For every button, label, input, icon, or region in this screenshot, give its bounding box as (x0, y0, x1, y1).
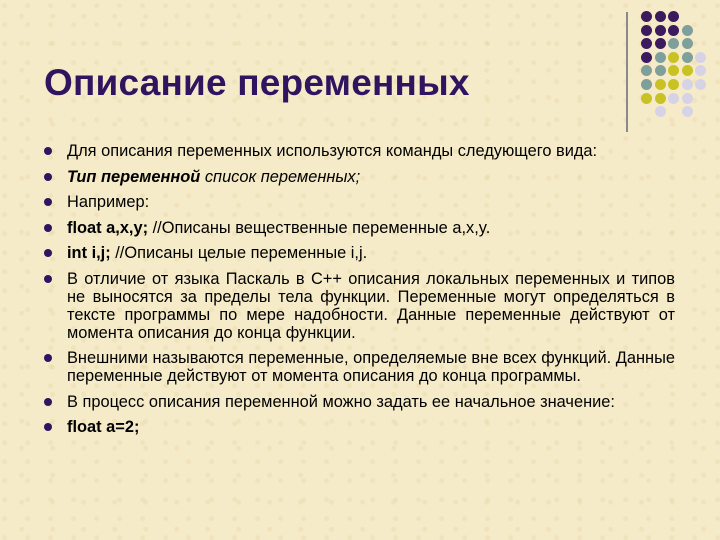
list-item (44, 349, 675, 385)
decorative-dot (668, 79, 679, 90)
decorative-dot (682, 38, 693, 49)
item-text: //Описаны целые переменные i,j. (110, 244, 368, 262)
decorative-dot (655, 65, 666, 76)
decorative-dot (668, 65, 679, 76)
decorative-dot (668, 52, 679, 63)
decorative-dot (695, 65, 706, 76)
decorative-dot (682, 52, 693, 63)
decorative-dot (668, 25, 679, 36)
item-text: //Описаны вещественные переменные a,x,y. (148, 218, 491, 237)
list-item (44, 142, 675, 160)
item-text: В процесс описания переменной можно задать ее начальное значение: (67, 392, 615, 411)
list-item (44, 219, 675, 237)
decorative-dot (668, 11, 679, 22)
decorative-dot (641, 93, 652, 104)
decorative-dot (682, 25, 693, 36)
decorative-dot (655, 38, 666, 49)
bullet-icon (44, 224, 52, 232)
decorative-dot (655, 52, 666, 63)
decorative-dot (682, 106, 693, 117)
decorative-dot (655, 11, 666, 22)
list-item (44, 168, 675, 186)
decorative-dot (641, 11, 652, 22)
list-item (44, 244, 675, 262)
decorative-dot (641, 79, 652, 90)
slide-title: Описание переменных (44, 62, 470, 103)
decorative-dot (668, 38, 679, 49)
item-code: float a,x,y; (67, 218, 149, 237)
decorative-dot (641, 65, 652, 76)
list-item (44, 393, 675, 411)
item-text: В отличие от языка Паскаль в С++ описания локальных переменных и типов не выносятся за пределы тела функции. Переменные могут определяться в тексте программы по мере надобности. Данные переменные действуют от момента описания до конца функции. (67, 269, 675, 342)
decorative-vertical-line (626, 12, 628, 132)
decorative-dot (641, 52, 652, 63)
item-code: float a=2; (67, 418, 140, 436)
decorative-dot (641, 38, 652, 49)
decorative-dot (668, 93, 679, 104)
item-text: список переменных; (200, 167, 361, 186)
decorative-dot (641, 25, 652, 36)
decorative-dot (695, 79, 706, 90)
list-item (44, 270, 675, 342)
item-code: int i,j; (67, 244, 111, 262)
decorative-dot (695, 52, 706, 63)
bullet-icon (44, 398, 52, 406)
bullet-icon (44, 147, 52, 155)
decorative-dot (682, 65, 693, 76)
item-text: Для описания переменных используются команды следующего вида: (67, 142, 598, 160)
item-text: Внешними называются переменные, определяемые вне всех функций. Данные переменные действуют от момента описания до конца программы. (67, 349, 675, 385)
bullet-icon (44, 173, 52, 181)
decorative-dot (655, 106, 666, 117)
decorative-dot (655, 25, 666, 36)
decorative-dot (682, 79, 693, 90)
bullet-icon (44, 275, 52, 283)
bullet-icon (44, 198, 52, 206)
decorative-dot (655, 93, 666, 104)
bullet-icon (44, 249, 52, 257)
item-text: Например: (67, 193, 150, 211)
bullet-icon (44, 354, 52, 362)
bullet-icon (44, 423, 52, 431)
list-item (44, 418, 675, 436)
item-keyword: Тип переменной (67, 167, 201, 186)
decorative-dot (682, 93, 693, 104)
decorative-dot (655, 79, 666, 90)
list-item (44, 193, 675, 211)
bullet-list (44, 142, 675, 444)
